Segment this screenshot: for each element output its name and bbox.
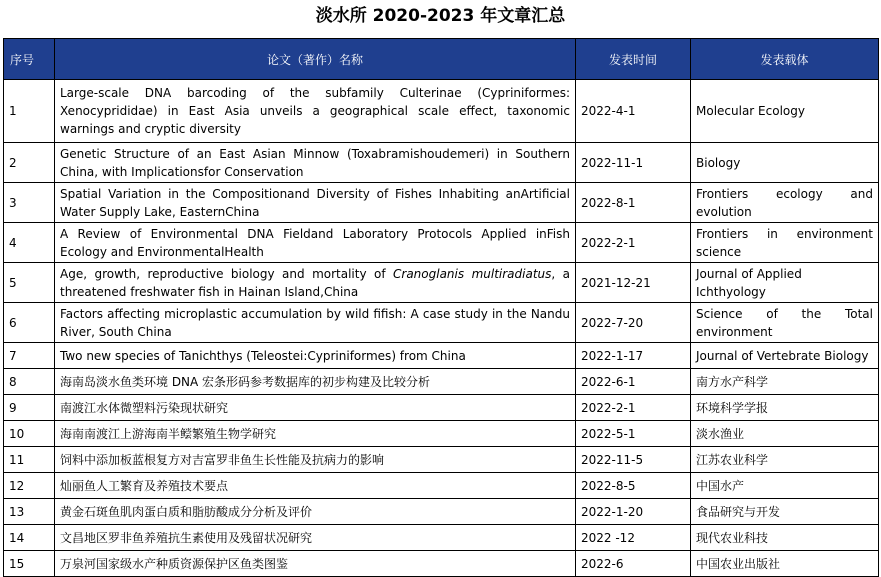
row-seq: 14: [4, 525, 55, 551]
row-venue: 中国水产: [691, 473, 879, 499]
row-title: Two new species of Tanichthys (Teleostei:Cypriniformes) from China: [55, 343, 576, 369]
table-row: [4, 421, 879, 447]
row-venue: 南方水产科学: [691, 369, 879, 395]
row-venue: 现代农业科技: [691, 525, 879, 551]
table-row: [4, 369, 879, 395]
row-venue: Frontiers in environment science: [691, 223, 879, 263]
row-venue: 中国农业出版社: [691, 551, 879, 577]
row-date: 2021-12-21: [576, 263, 691, 303]
table-row: [4, 447, 879, 473]
row-title: Spatial Variation in the Compositionand Diversity of Fishes Inhabiting anArtificial Water Supply Lake, EasternChina: [55, 183, 576, 223]
row-seq: 8: [4, 369, 55, 395]
row-seq: 2: [4, 143, 55, 183]
row-title: 海南南渡江上游海南半鲿繁殖生物学研究: [55, 421, 576, 447]
row-venue: 淡水渔业: [691, 421, 879, 447]
row-title-after: , a threatened freshwater fish in Hainan Island,China: [60, 266, 570, 299]
header-paper-title: 论文（著作）名称: [55, 39, 576, 80]
row-title: 饲料中添加板蓝根复方对吉富罗非鱼生长性能及抗病力的影响: [55, 447, 576, 473]
row-date: 2022-5-1: [576, 421, 691, 447]
row-venue: Journal of Applied Ichthyology: [691, 263, 879, 303]
table-row: [4, 263, 879, 303]
row-title: Genetic Structure of an East Asian Minnow (Toxabramishoudemeri) in Southern China, with Implicationsfor Conservation: [55, 143, 576, 183]
table-row: [4, 473, 879, 499]
row-title: [55, 263, 576, 303]
table-header-row: [4, 39, 879, 80]
row-venue: Science of the Total environment: [691, 303, 879, 343]
row-title-before: Age, growth, reproductive biology and mortality of: [60, 266, 394, 281]
table-row: [4, 303, 879, 343]
publications-table: [3, 38, 879, 577]
row-date: 2022-6-1: [576, 369, 691, 395]
row-seq: 11: [4, 447, 55, 473]
row-title: 文昌地区罗非鱼养殖抗生素使用及残留状况研究: [55, 525, 576, 551]
row-title: Large-scale DNA barcoding of the subfamily Culterinae (Cypriniformes: Xenocyprididae) in East Asia unveils a geographical scale effect, taxonomic warnings and cryptic diversity: [55, 80, 576, 143]
row-seq: 3: [4, 183, 55, 223]
row-seq: 6: [4, 303, 55, 343]
page-title: 淡水所 2020-2023 年文章汇总: [315, 6, 566, 26]
table-row: [4, 143, 879, 183]
row-venue: Journal of Vertebrate Biology: [691, 343, 879, 369]
row-title: 黄金石斑鱼肌肉蛋白质和脂肪酸成分分析及评价: [55, 499, 576, 525]
row-venue: Biology: [691, 143, 879, 183]
header-publish-date: 发表时间: [576, 39, 691, 80]
row-title: 南渡江水体微塑料污染现状研究: [55, 395, 576, 421]
row-venue: Frontiers ecology and evolution: [691, 183, 879, 223]
row-date: 2022-11-1: [576, 143, 691, 183]
row-date: 2022-8-5: [576, 473, 691, 499]
row-date: 2022-11-5: [576, 447, 691, 473]
row-title-species: Cranoglanis multiradiatus: [393, 266, 552, 281]
table-row: [4, 80, 879, 143]
row-title: 万泉河国家级水产种质资源保护区鱼类图鉴: [55, 551, 576, 577]
table-row: [4, 183, 879, 223]
row-venue: 环境科学学报: [691, 395, 879, 421]
row-title: A Review of Environmental DNA Fieldand Laboratory Protocols Applied inFish Ecology and EnvironmentalHealth: [55, 223, 576, 263]
row-seq: 1: [4, 80, 55, 143]
row-seq: 10: [4, 421, 55, 447]
row-title: 海南岛淡水鱼类环境 DNA 宏条形码参考数据库的初步构建及比较分析: [55, 369, 576, 395]
row-date: 2022-2-1: [576, 223, 691, 263]
header-seq: 序号: [4, 39, 55, 80]
row-date: 2022 -12: [576, 525, 691, 551]
table-row: [4, 525, 879, 551]
row-seq: 4: [4, 223, 55, 263]
row-venue: 江苏农业科学: [691, 447, 879, 473]
row-seq: 5: [4, 263, 55, 303]
table-row: [4, 223, 879, 263]
row-venue: Molecular Ecology: [691, 80, 879, 143]
row-venue: 食品研究与开发: [691, 499, 879, 525]
row-title: Factors affecting microplastic accumulation by wild fifish: A case study in the Nandu River, South China: [55, 303, 576, 343]
table-row: [4, 343, 879, 369]
row-seq: 13: [4, 499, 55, 525]
row-title: 灿丽鱼人工繁育及养殖技术要点: [55, 473, 576, 499]
row-date: 2022-1-17: [576, 343, 691, 369]
row-date: 2022-6: [576, 551, 691, 577]
table-row: [4, 395, 879, 421]
row-date: 2022-7-20: [576, 303, 691, 343]
row-date: 2022-4-1: [576, 80, 691, 143]
row-seq: 12: [4, 473, 55, 499]
header-venue: 发表载体: [691, 39, 879, 80]
row-date: 2022-2-1: [576, 395, 691, 421]
row-seq: 9: [4, 395, 55, 421]
table-row: [4, 499, 879, 525]
row-seq: 15: [4, 551, 55, 577]
row-seq: 7: [4, 343, 55, 369]
row-date: 2022-1-20: [576, 499, 691, 525]
row-date: 2022-8-1: [576, 183, 691, 223]
